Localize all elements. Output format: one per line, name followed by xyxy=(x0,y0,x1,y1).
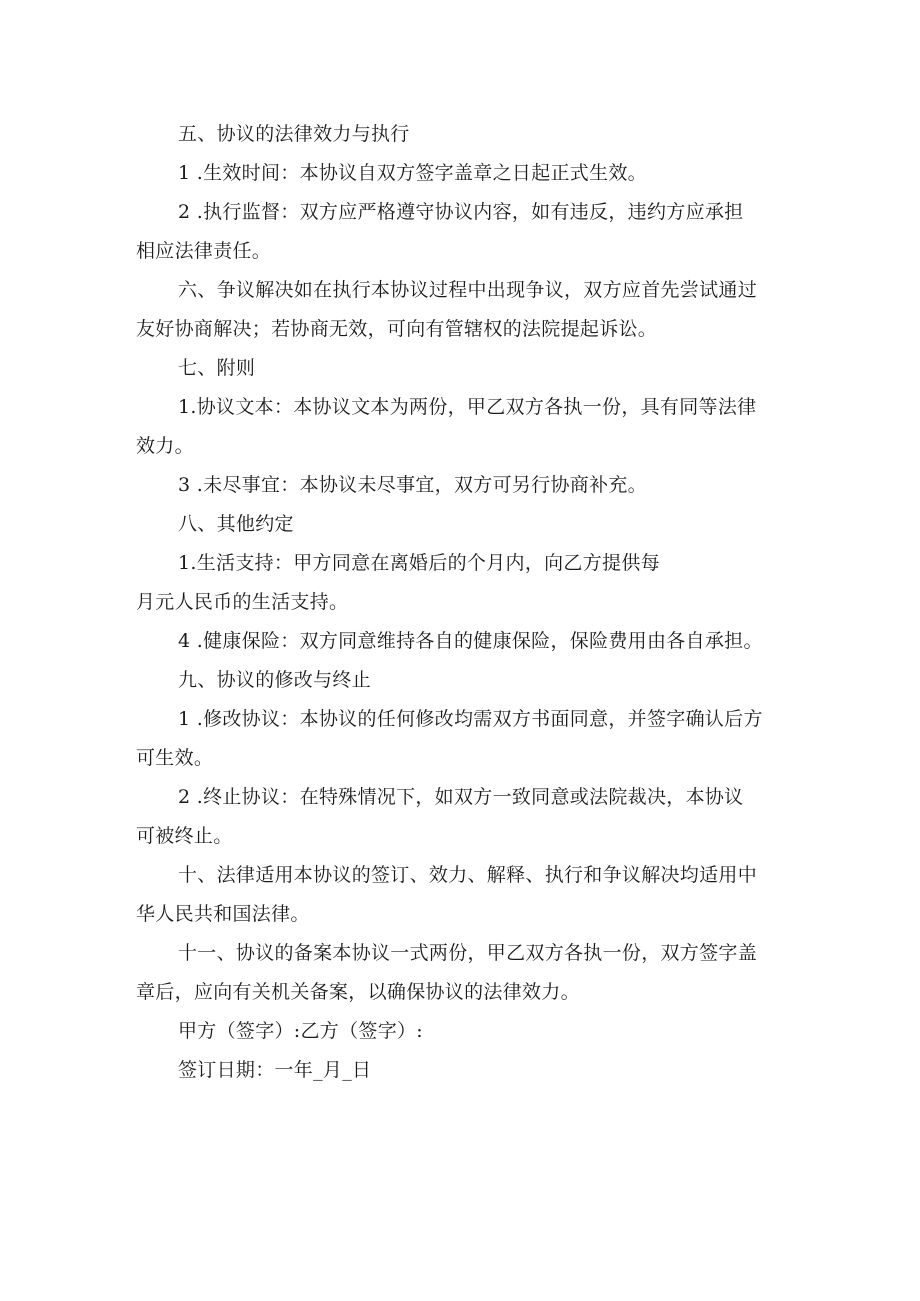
clause-5-2-continued: 相应法律责任。 xyxy=(136,240,272,262)
clause-9-1-continued: 可生效。 xyxy=(136,747,214,769)
section-11-paragraph-continued: 章后，应向有关机关备案，以确保协议的法律效力。 xyxy=(136,981,580,1003)
section-10-paragraph-continued: 华人民共和国法律。 xyxy=(136,903,310,925)
section-7-heading: 七、附则 xyxy=(178,357,256,379)
clause-8-1-continued: 月元人民币的生活支持。 xyxy=(136,591,349,613)
section-6-paragraph: 六、争议解决如在执行本协议过程中出现争议，双方应首先尝试通过 xyxy=(178,279,758,301)
section-10-paragraph: 十、法律适用本协议的签订、效力、解释、执行和争议解决均适用中 xyxy=(178,864,758,886)
clause-9-2-continued: 可被终止。 xyxy=(136,825,233,847)
signature-line: 甲方（签字）:乙方（签字）: xyxy=(178,1020,424,1042)
section-5-heading: 五、协议的法律效力与执行 xyxy=(178,123,410,145)
section-9-heading: 九、协议的修改与终止 xyxy=(178,669,372,691)
signing-date-line: 签订日期：一年_月_日 xyxy=(178,1059,372,1081)
section-11-paragraph: 十一、协议的备案本协议一式两份，甲乙双方各执一份，双方签字盖 xyxy=(178,942,758,964)
clause-5-2: 2 .执行监督：双方应严格遵守协议内容，如有违反，违约方应承担 xyxy=(178,201,744,223)
clause-9-2: 2 .终止协议：在特殊情况下，如双方一致同意或法院裁决，本协议 xyxy=(178,786,744,808)
clause-8-1: 1.生活支持：甲方同意在离婚后的个月内，向乙方提供每 xyxy=(178,552,660,574)
clause-7-1: 1.协议文本：本协议文本为两份，甲乙双方各执一份，具有同等法律 xyxy=(178,396,757,418)
clause-7-1-continued: 效力。 xyxy=(136,435,194,457)
clause-8-4: 4 .健康保险：双方同意维持各自的健康保险，保险费用由各自承担。 xyxy=(178,630,763,652)
clause-5-1: 1 .生效时间：本协议自双方签字盖章之日起正式生效。 xyxy=(178,162,647,184)
clause-9-1: 1 .修改协议：本协议的任何修改均需双方书面同意，并签字确认后方 xyxy=(178,708,763,730)
section-8-heading: 八、其他约定 xyxy=(178,513,294,535)
clause-7-3: 3 .未尽事宜：本协议未尽事宜，双方可另行协商补充。 xyxy=(178,474,647,496)
section-6-paragraph-continued: 友好协商解决；若协商无效，可向有管辖权的法院提起诉讼。 xyxy=(136,318,658,340)
